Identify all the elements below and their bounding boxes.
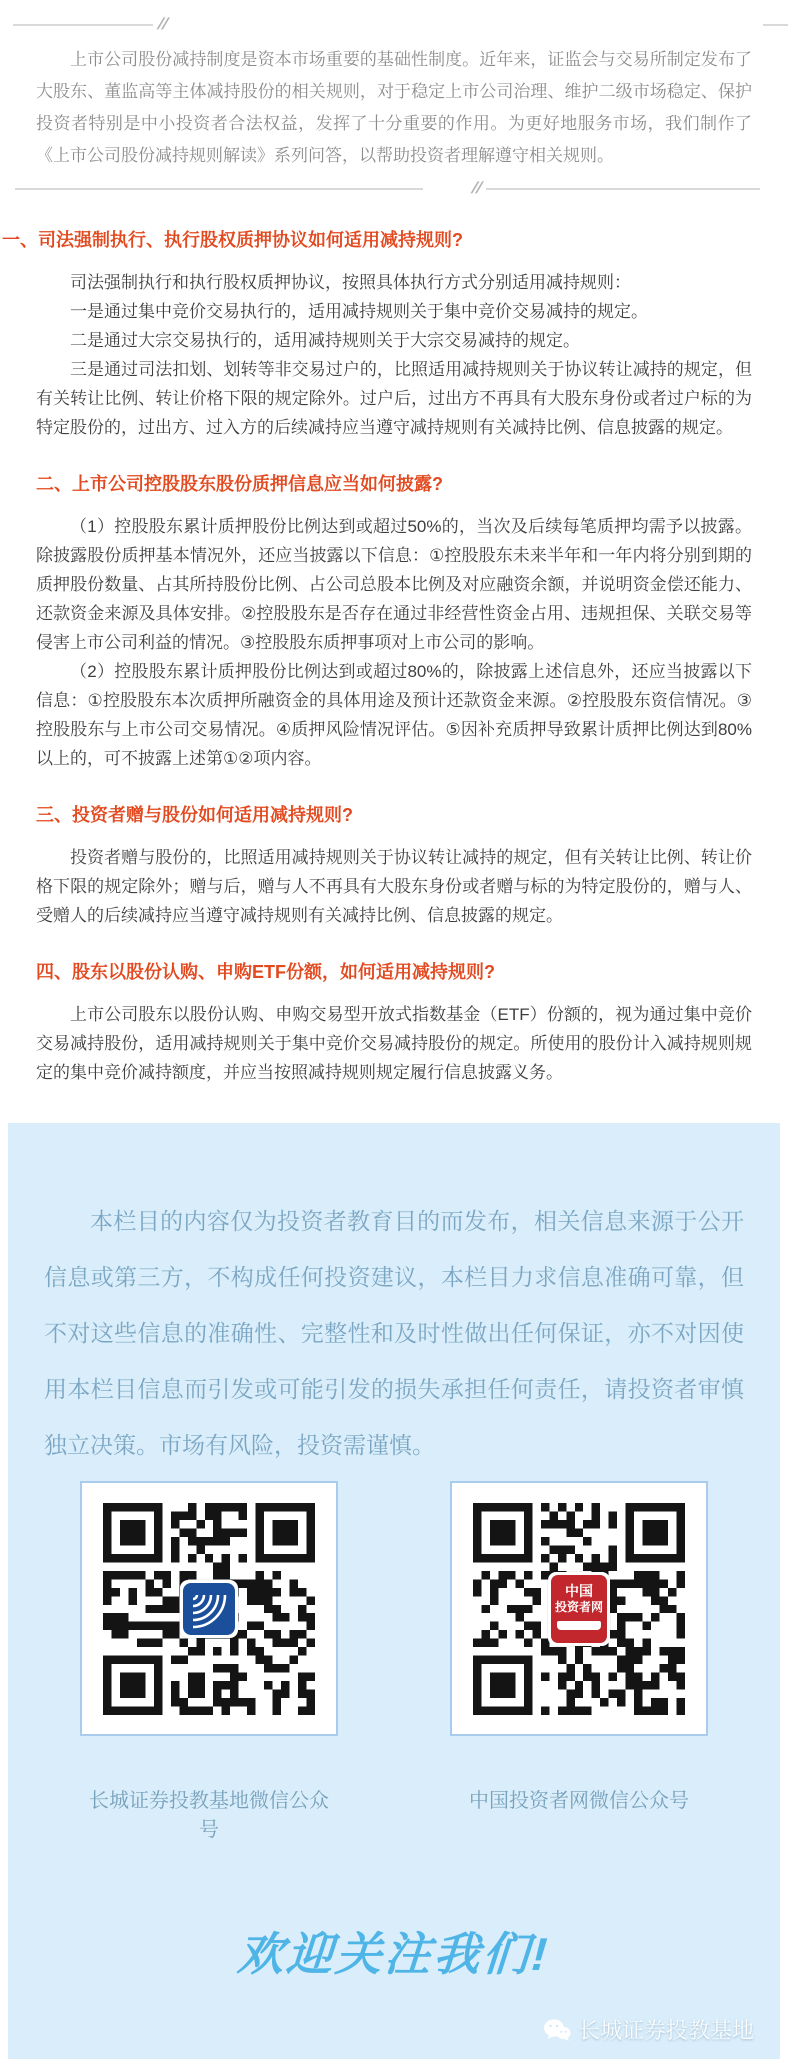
footer-panel: [8, 1123, 780, 2059]
great-wall-wave-icon: [183, 1583, 235, 1635]
china-investor-logo: [548, 1572, 610, 1646]
section-2-paragraph: （1）控股股东累计质押股份比例达到或超过50%的，当次及后续每笔质押均需予以披露。除披露股份质押基本情况外，还应当披露以下信息：①控股股东未来半年和一年内将分别到期的质押股份数量、占其所持股份比例、占公司总股本比例及对应融资余额，并说明资金偿还能力、还款资金来源及具体安排。②控股股东是否存在通过非经营性资金占用、违规担保、关联交易等侵害上市公司利益的情况。③控股股东质押事项对上市公司的影响。: [36, 517, 752, 652]
logo-text-line1: 中国: [565, 1582, 593, 1599]
disclaimer-text: 本栏目的内容仅为投资者教育目的而发布，相关信息来源于公开信息或第三方，不构成任何投资建议，本栏目力求信息准确可靠，但不对这些信息的准确性、完整性和及时性做出任何保证，亦不对因使用本栏目信息而引发或可能引发的损失承担任何责任，请投资者审慎独立决策。市场有风险，投资需谨慎。: [44, 1208, 744, 1458]
divider-line: [486, 188, 760, 190]
section-4-paragraph: 上市公司股东以股份认购、申购交易型开放式指数基金（ETF）份额的，视为通过集中竞价交易减持股份，适用减持规则关于集中竞价交易减持股份的规定。所使用的股份计入减持规则规定的集中竞价减持额度，并应当按照减持规则规定履行信息披露义务。: [36, 1005, 752, 1082]
section-1-paragraph: 三是通过司法扣划、划转等非交易过户的，比照适用减持规则关于协议转让减持的规定，但有关转让比例、转让价格下限的规定除外。过户后，过出方不再具有大股东身份或者过户标的为特定股份的，过出方、过入方的后续减持应当遵守减持规则有关减持比例、信息披露的规定。: [36, 360, 752, 437]
qr-label-row: [8, 1784, 780, 1842]
qr-card-investor-net: [450, 1481, 708, 1736]
section-1-paragraph: 司法强制执行和执行股权质押协议，按照具体执行方式分别适用减持规则：: [70, 273, 631, 292]
section-2-heading: 二、上市公司控股股东股份质押信息应当如何披露?: [36, 474, 443, 494]
section-3-paragraph: 投资者赠与股份的，比照适用减持规则关于协议转让减持的规定，但有关转让比例、转让价格下限的规定除外；赠与后，赠与人不再具有大股东身份或者赠与标的为特定股份的，赠与人、受赠人的后续减持应当遵守减持规则有关减持比例、信息披露的规定。: [36, 848, 752, 925]
intro-paragraph: 上市公司股份减持制度是资本市场重要的基础性制度。近年来，证监会与交易所制定发布了大股东、董监高等主体减持股份的相关规则，对于稳定上市公司治理、维护二级市场稳定、保护投资者特别是中小投资者合法权益，发挥了十分重要的作用。为更好地服务市场，我们制作了《上市公司股份减持规则解读》系列问答，以帮助投资者理解遵守相关规则。: [36, 50, 752, 165]
qr-label-investor-net: 中国投资者网微信公众号: [469, 1790, 689, 1812]
divider-line: [763, 24, 788, 26]
section-4-heading: 四、股东以股份认购、申购ETF份额，如何适用减持规则?: [36, 962, 495, 982]
watermark: [8, 2014, 754, 2045]
qr-code-row: [8, 1481, 780, 1736]
bottom-quote-decoration: [15, 180, 760, 198]
divider-line: [13, 24, 153, 26]
section-2-paragraph: （2）控股股东累计质押股份比例达到或超过80%的，除披露上述信息外，还应当披露以下信息：①控股股东本次质押所融资金的具体用途及预计还款资金来源。②控股股东资信情况。③控股股东与上市公司交易情况。④质押风险情况评估。⑤因补充质押导致累计质押比例达到80%以上的，可不披露上述第①②项内容。: [36, 662, 752, 768]
logo-text-line2: 投资者网: [554, 1599, 603, 1614]
qr-card-changcheng: [80, 1481, 338, 1736]
logo-banner: [557, 1621, 601, 1630]
qr-label-changcheng: 长城证券投教基地微信公众号: [89, 1790, 329, 1841]
quote-slashes: //: [470, 180, 483, 197]
divider-line: [15, 188, 423, 190]
watermark-text: 长城证券投教基地: [577, 2018, 754, 2043]
top-quote-decoration: [13, 16, 788, 34]
section-1-paragraph: 二是通过大宗交易执行的，适用减持规则关于大宗交易减持的规定。: [70, 331, 580, 350]
quote-slashes: //: [156, 16, 169, 33]
section-1-heading: 一、司法强制执行、执行股权质押协议如何适用减持规则?: [2, 230, 463, 250]
section-3-heading: 三、投资者赠与股份如何适用减持规则?: [36, 805, 353, 825]
section-1-paragraph: 一是通过集中竞价交易执行的，适用减持规则关于集中竞价交易减持的规定。: [70, 302, 648, 321]
changcheng-securities-logo: [180, 1580, 238, 1638]
wechat-icon: [543, 2018, 571, 2042]
welcome-text: 欢迎关注我们!: [235, 1928, 552, 1980]
